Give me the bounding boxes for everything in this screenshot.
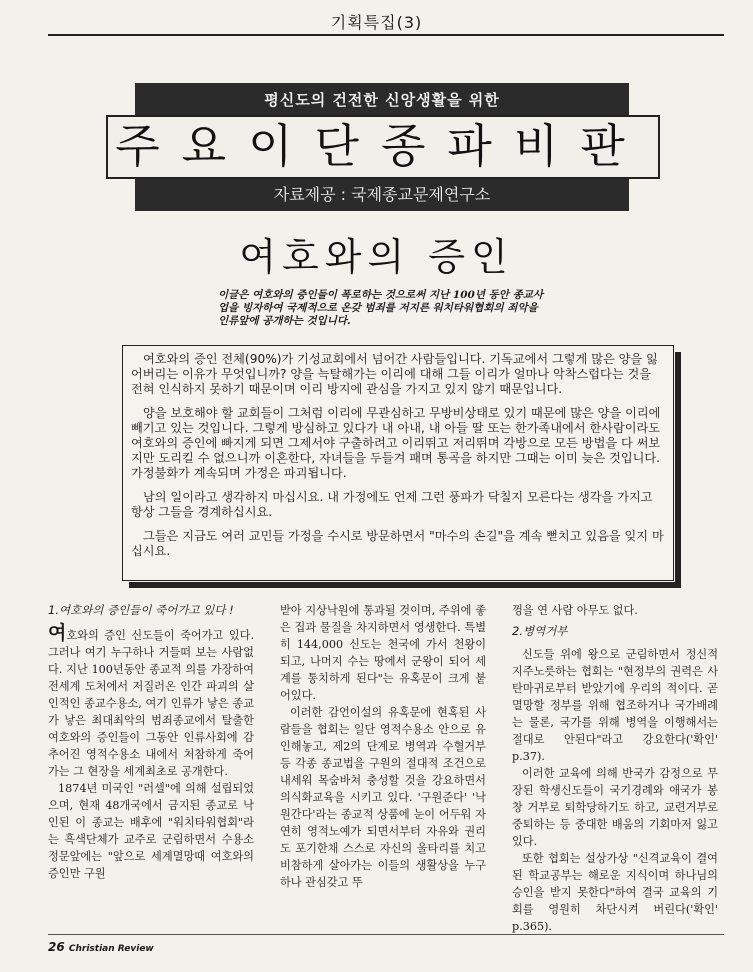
magazine-name: Christian Review (68, 944, 154, 954)
callout-paragraph: 남의 일이라고 생각하지 마십시요. 내 가정에도 언제 그런 풍파가 닥칠지 모른다는 생각을 가지고 항상 그들을 경계하십시요. (131, 490, 653, 519)
header-rule (48, 34, 724, 36)
banner-title: 주요이단종파비판 (115, 119, 647, 173)
callout-paragraph: 여호와의 증인 전체(90%)가 기성교회에서 넘어간 사람들입니다. 기독교에서 그렇게 많은 양을 잃어버리는 이유가 무엇입니까? 양을 늑탈해가는 이리에 대해 그들 이리가 얼마나 악착스럽다는 것을 전혀 인식하지 못하기 때문이며 이리 방지에 관심을 가지고 있지 않기 때문입니다. (131, 352, 658, 396)
article-title: 여호와의 증인 (239, 235, 514, 279)
body-paragraph: 껑을 연 사람 아무도 없다. (512, 604, 638, 617)
article-lead: 이글은 여호와의 증인들이 폭로하는 것으로써 지난 100년 동안 종교사업을 빙자하여 국제적으로 온갖 범죄를 저지른 워치타워협회의 죄악을 인류앞에 공개하는 것입니다. (218, 289, 544, 327)
callout-paragraph: 그들은 지금도 여러 교민들 가정을 수시로 방문하면서 "마수의 손길"을 계속 뻗치고 있음을 잊지 마십시요. (131, 529, 664, 558)
body-paragraph: 이러한 교육에 의해 반국가 감정으로 무장된 학생신도들이 국기경례와 애국가 봉창 거부로 퇴학당하기도 하고, 교련거부로 중퇴하는 등 중대한 배움의 기회마저 잃고 있다. (512, 767, 718, 848)
drop-cap: 여 (48, 622, 67, 644)
page-footer (48, 940, 154, 954)
body-paragraph (48, 622, 254, 780)
banner-source: 자료제공 : 국제종교문제연구소 (273, 185, 491, 204)
page-number: 26 (48, 940, 65, 954)
section-heading: 1.여호와의 증인들이 죽어가고 있다 ! (48, 603, 234, 617)
callout-box (122, 345, 674, 581)
body-columns (48, 602, 720, 933)
column-1 (48, 602, 254, 924)
body-paragraph: 받아 지상낙원에 통과될 것이며, 주위에 좋은 집과 물질을 차지하면서 영생한다. 특별히 144,000 신도는 천국에 가서 천왕이 되고, 나머지 수는 땅에서 군왕이 되어 세계를 통치하게 된다"는 유혹문이 크게 붙어있다. (280, 604, 486, 702)
body-paragraph: 1874년 미국인 "러셀"에 의해 설립되었으며, 현재 48개국에서 금지된 종교로 낙인된 이 종교는 배후에 "워치타워협회"라는 흑색단체가 교주로 군림하면서 수용소 정문앞에는 "앞으로 세계멸망때 여호와의 증인만 구원 (48, 782, 254, 880)
footer-rule (48, 934, 724, 935)
body-paragraph: 이러한 감언이설의 유혹문에 현혹된 사람들을 협회는 일단 영적수용소 안으로 유인해놓고, 제2의 단계로 병역과 수혈거부 등 각종 종교법을 구원의 절대적 조건으로 내세워 목숨바쳐 충성할 것을 강요하면서 의식화교육을 시키고 있다. '구원준다' '낙원간다'라는 종교적 상품에 눈이 어두워 자연히 영적노예가 되면서부터 자유와 권리도 포기한채 스스로 자신의 울타리를 치고 비참하게 살아가는 이들의 생활상을 누구하나 관심갖고 뚜 (280, 706, 486, 889)
body-paragraph: 또한 협회는 설상가상 "신격교육이 결여된 학교공부는 해로운 지식이며 하나님의 승인을 받지 못한다"하여 결국 교육의 기회를 영원히 차단시켜 버린다('확인' p.365). (512, 852, 718, 933)
body-text: 호와의 증인 신도들이 죽어가고 있다. 그러나 여기 누구하나 거들떠 보는 사람없다. 지난 100년동안 종교적 의를 가장하여 전세계 도처에서 저질러온 인간 파괴의 살인적인 종교수용소, 여기 인류가 낳은 종교가 낳은 최대최악의 범죄종교에서 탈출한 여호와의 증인들이 그동안 인류사회에 감추어진 영적수용소 내에서 처참하게 죽어가는 그 현장을 세계최초로 공개한다. (48, 629, 254, 778)
section-label: 기획특집(3) (330, 13, 423, 32)
banner-subtitle: 평신도의 건전한 신앙생활을 위한 (264, 91, 500, 109)
callout-paragraph: 양을 보호해야 할 교회들이 그처럼 이리에 무관심하고 무방비상태로 있기 때문에 많은 양을 이리에 빼기고 있는 것입니다. 그렇게 방심하고 있다가 내 아내, 내 아들 딸 또는 한가족내에서 한사람이라도 여호와의 증인에 빠지게 되면 그제서야 구출하려고 이리뛰고 저리뛰며 각방으로 모든 방법을 다 써보지만 도리킬 수 없으니까 이혼한다, 자녀들을 두들겨 패며 통곡을 하지만 그때는 이미 늦은 것입니다. 가정불화가 계속되며 가정은 파괴됩니다. (131, 406, 661, 480)
section-heading: 2.병역거부 (512, 624, 568, 638)
column-3 (512, 602, 718, 933)
body-paragraph: 신도들 위에 왕으로 군림하면서 정신적 지주노릇하는 협회는 "현정부의 권력은 사탄마귀로부터 받았기에 우리의 적이다. 곧 멸망할 정부를 위해 협조하거나 국가배례는 물론, 국가를 위해 병역을 이행해서는 절대로 안된다"라고 강요한다('확인' p.37). (512, 648, 718, 763)
column-2 (280, 602, 486, 924)
